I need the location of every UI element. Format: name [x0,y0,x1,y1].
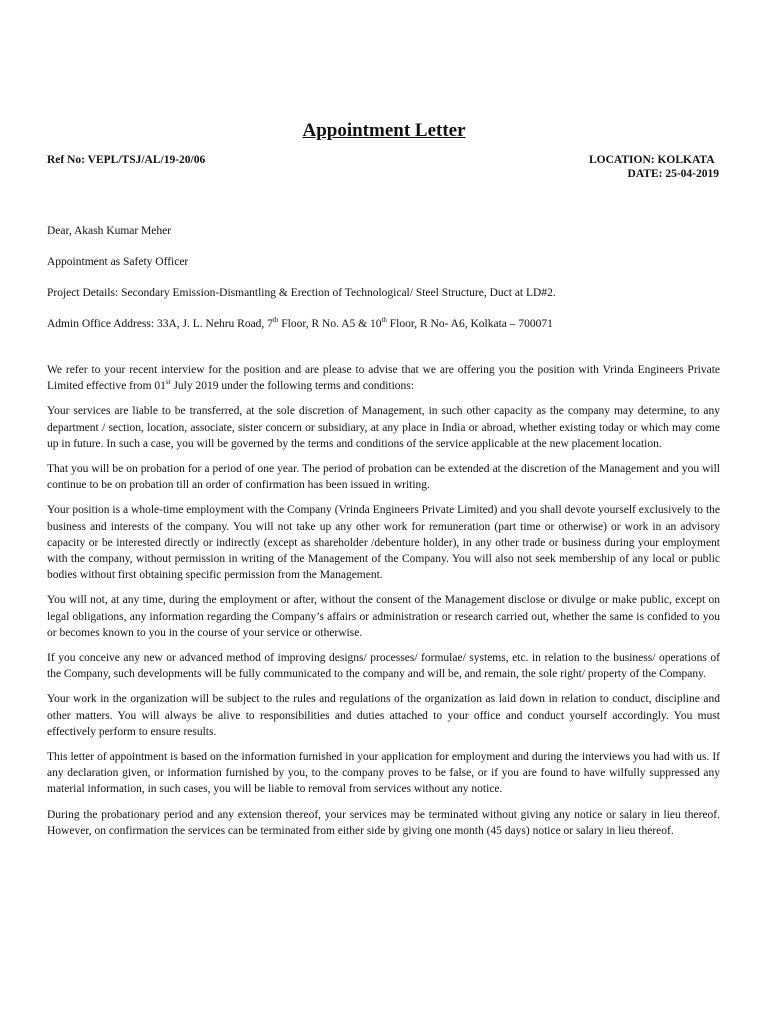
date-line: DATE: 25-04-2019 [627,168,719,180]
paragraph-information: This letter of appointment is based on the information furnished in your application for employment and during the interviews you had with us. If any declaration given, or information furnished by you, to the company proves to be false, or if you are found to have wilfully suppressed any material information, in such cases, you will be liable to removal from services without any notice. [47,751,720,796]
paragraph-termination: During the probationary period and any extension thereof, your services may be terminated without giving any notice or salary in lieu thereof. However, on confirmation the services can be terminated from either side by giving one month (45 days) notice or salary in lieu thereof. [47,808,720,837]
address-part-2: Floor, R No. A5 & 10 [278,318,382,330]
address-part-1: Admin Office Address: 33A, J. L. Nehru Road, 7 [47,318,273,330]
paragraph-transfer: Your services are liable to be transferred, at the sole discretion of Management, in such other capacity as the company may determine, to any department / section, location, associate, sister concern or subsidiary, at any place in India or abroad, whether existing today or which may come up in future. In such a case, you will be governed by the terms and conditions of the service applicable at the new placement location. [47,405,720,450]
subject-line: Appointment as Safety Officer [47,256,189,268]
reference-number: Ref No: VEPL/TSJ/AL/19-20/06 [47,154,206,166]
address-sup-2: th [381,316,387,325]
intro-paragraph [47,362,720,394]
project-details: Project Details: Secondary Emission-Dismantling & Erection of Technological/ Steel Structure, Duct at LD#2. [47,287,556,299]
intro-part-2: July 2019 under the following terms and conditions: [170,380,414,393]
location-line: LOCATION: KOLKATA [589,154,715,166]
salutation: Dear, Akash Kumar Meher [47,225,172,237]
intro-sup: st [165,378,171,387]
letter-title: Appointment Letter [302,120,466,141]
paragraph-probation: That you will be on probation for a period of one year. The period of probation can be extended at the discretion of the Management and you will continue to be on probation till an order of confirmation has been issued in writing. [47,463,720,492]
paragraph-confidentiality: You will not, at any time, during the employment or after, without the consent of the Management disclose or divulge or make public, except on legal obligations, any information regarding the Company’s affairs or administration or research carried out, whether the same is confided to you or becomes known to you in the course of your service or otherwise. [47,594,720,639]
address-part-3: Floor, R No- A6, Kolkata – 700071 [386,318,553,330]
office-address [47,318,553,330]
paragraph-inventions: If you conceive any new or advanced method of improving designs/ processes/ formulae/ systems, etc. in relation to the business/ operations of the Company, such developments will be fully communicated to the company and will be, and remain, the sole right/ property of the Company. [47,652,720,681]
paragraph-rules: Your work in the organization will be subject to the rules and regulations of the organization as laid down in relation to conduct, discipline and other matters. You will always be alive to responsibilities and duties attached to your office and conduct yourself accordingly. You must effectively perform to ensure results. [47,693,720,738]
intro-part-1: We refer to your recent interview for the position and are please to advise that we are offering you the position with Vrinda Engineers Private Limited effective from 01 [47,364,720,393]
letter-body [47,362,720,848]
paragraph-whole-time: Your position is a whole-time employment with the Company (Vrinda Engineers Private Limited) and you shall devote yourself exclusively to the business and interests of the company. You will not take up any other work for remuneration (part time or otherwise) or work in an advisory capacity or be interested directly or indirectly (except as shareholder /debenture holder), in any other trade or business during your employment with the company, without permission in writing of the Management of the Company. You will also not seek membership of any local or public bodies without first obtaining specific permission from the Management. [47,504,720,582]
address-sup-1: th [272,316,279,325]
